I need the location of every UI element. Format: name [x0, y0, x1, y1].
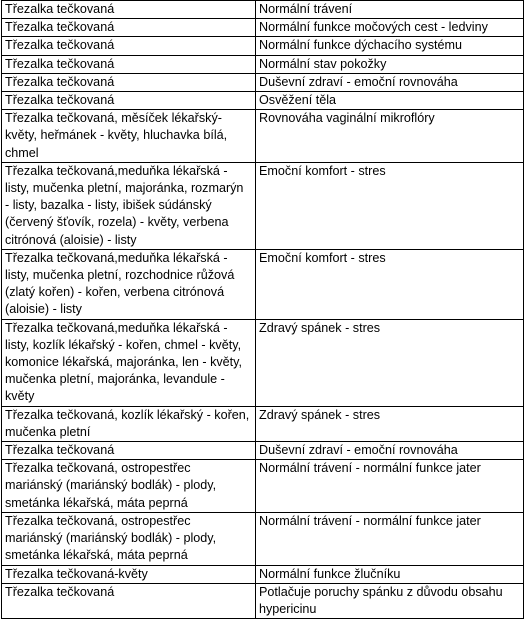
table-row [2, 319, 524, 406]
ingredients-cell: Třezalka tečkovaná [2, 92, 256, 110]
table-row [2, 565, 524, 583]
table-row [2, 73, 524, 91]
ingredients-cell: Třezalka tečkovaná [2, 73, 256, 91]
benefit-cell: Duševní zdraví - emoční rovnováha [256, 442, 524, 460]
table-row [2, 249, 524, 319]
benefit-cell: Zdravý spánek - stres [256, 319, 524, 406]
table-row [2, 110, 524, 163]
benefit-cell: Emoční komfort - stres [256, 162, 524, 249]
benefit-cell: Normální trávení - normální funkce jater [256, 460, 524, 513]
ingredients-cell: Třezalka tečkovaná,meduňka lékařská - listy, kozlík lékařský - kořen, chmel - květy, komonice lékařská, majoránka, len - květy, mučenka pletní, majoránka, levandule - květy [2, 319, 256, 406]
benefit-cell: Zdravý spánek - stres [256, 406, 524, 441]
ingredients-cell: Třezalka tečkovaná, ostropestřec mariánský (mariánský bodlák) - plody, smetánka lékařská, máta peprná [2, 460, 256, 513]
ingredients-cell: Třezalka tečkovaná [2, 19, 256, 37]
ingredients-cell: Třezalka tečkovaná,meduňka lékařská - listy, mučenka pletní, majoránka, rozmarýn - listy, bazalka - listy, ibišek súdánský (červený šťovík, rozela) - květy, verbena citrónová (aloisie) - listy [2, 162, 256, 249]
ingredients-cell: Třezalka tečkovaná [2, 55, 256, 73]
benefit-cell: Normální trávení [256, 1, 524, 19]
ingredients-cell: Třezalka tečkovaná [2, 583, 256, 618]
table-row [2, 37, 524, 55]
table-row [2, 460, 524, 513]
table-row [2, 512, 524, 565]
table-row [2, 1, 524, 19]
ingredients-cell: Třezalka tečkovaná,meduňka lékařská - listy, mučenka pletní, rozchodnice růžová (zlatý kořen) - kořen, verbena citrónová (aloisie) - listy [2, 249, 256, 319]
table-row [2, 406, 524, 441]
benefit-cell: Rovnováha vaginální mikroflóry [256, 110, 524, 163]
table-row [2, 92, 524, 110]
benefit-cell: Duševní zdraví - emoční rovnováha [256, 73, 524, 91]
ingredients-cell: Třezalka tečkovaná, kozlík lékařský - kořen, mučenka pletní [2, 406, 256, 441]
benefit-cell: Normální funkce dýchacího systému [256, 37, 524, 55]
benefit-cell: Emoční komfort - stres [256, 249, 524, 319]
table-row [2, 162, 524, 249]
ingredients-table [1, 0, 524, 619]
ingredients-cell: Třezalka tečkovaná, měsíček lékařský- květy, heřmánek - květy, hluchavka bílá, chmel [2, 110, 256, 163]
benefit-cell: Normální funkce žlučníku [256, 565, 524, 583]
benefit-cell: Potlačuje poruchy spánku z důvodu obsahu hypericinu [256, 583, 524, 618]
benefit-cell: Normální trávení - normální funkce jater [256, 512, 524, 565]
benefit-cell: Osvěžení těla [256, 92, 524, 110]
table-row [2, 442, 524, 460]
ingredients-cell: Třezalka tečkovaná [2, 1, 256, 19]
benefit-cell: Normální funkce močových cest - ledviny [256, 19, 524, 37]
benefit-cell: Normální stav pokožky [256, 55, 524, 73]
ingredients-cell: Třezalka tečkovaná [2, 37, 256, 55]
ingredients-cell: Třezalka tečkovaná [2, 442, 256, 460]
ingredients-cell: Třezalka tečkovaná-květy [2, 565, 256, 583]
ingredients-cell: Třezalka tečkovaná, ostropestřec mariánský (mariánský bodlák) - plody, smetánka lékařská, máta peprná [2, 512, 256, 565]
table-row [2, 19, 524, 37]
table-body [2, 1, 524, 619]
table-row [2, 55, 524, 73]
table-row [2, 583, 524, 618]
